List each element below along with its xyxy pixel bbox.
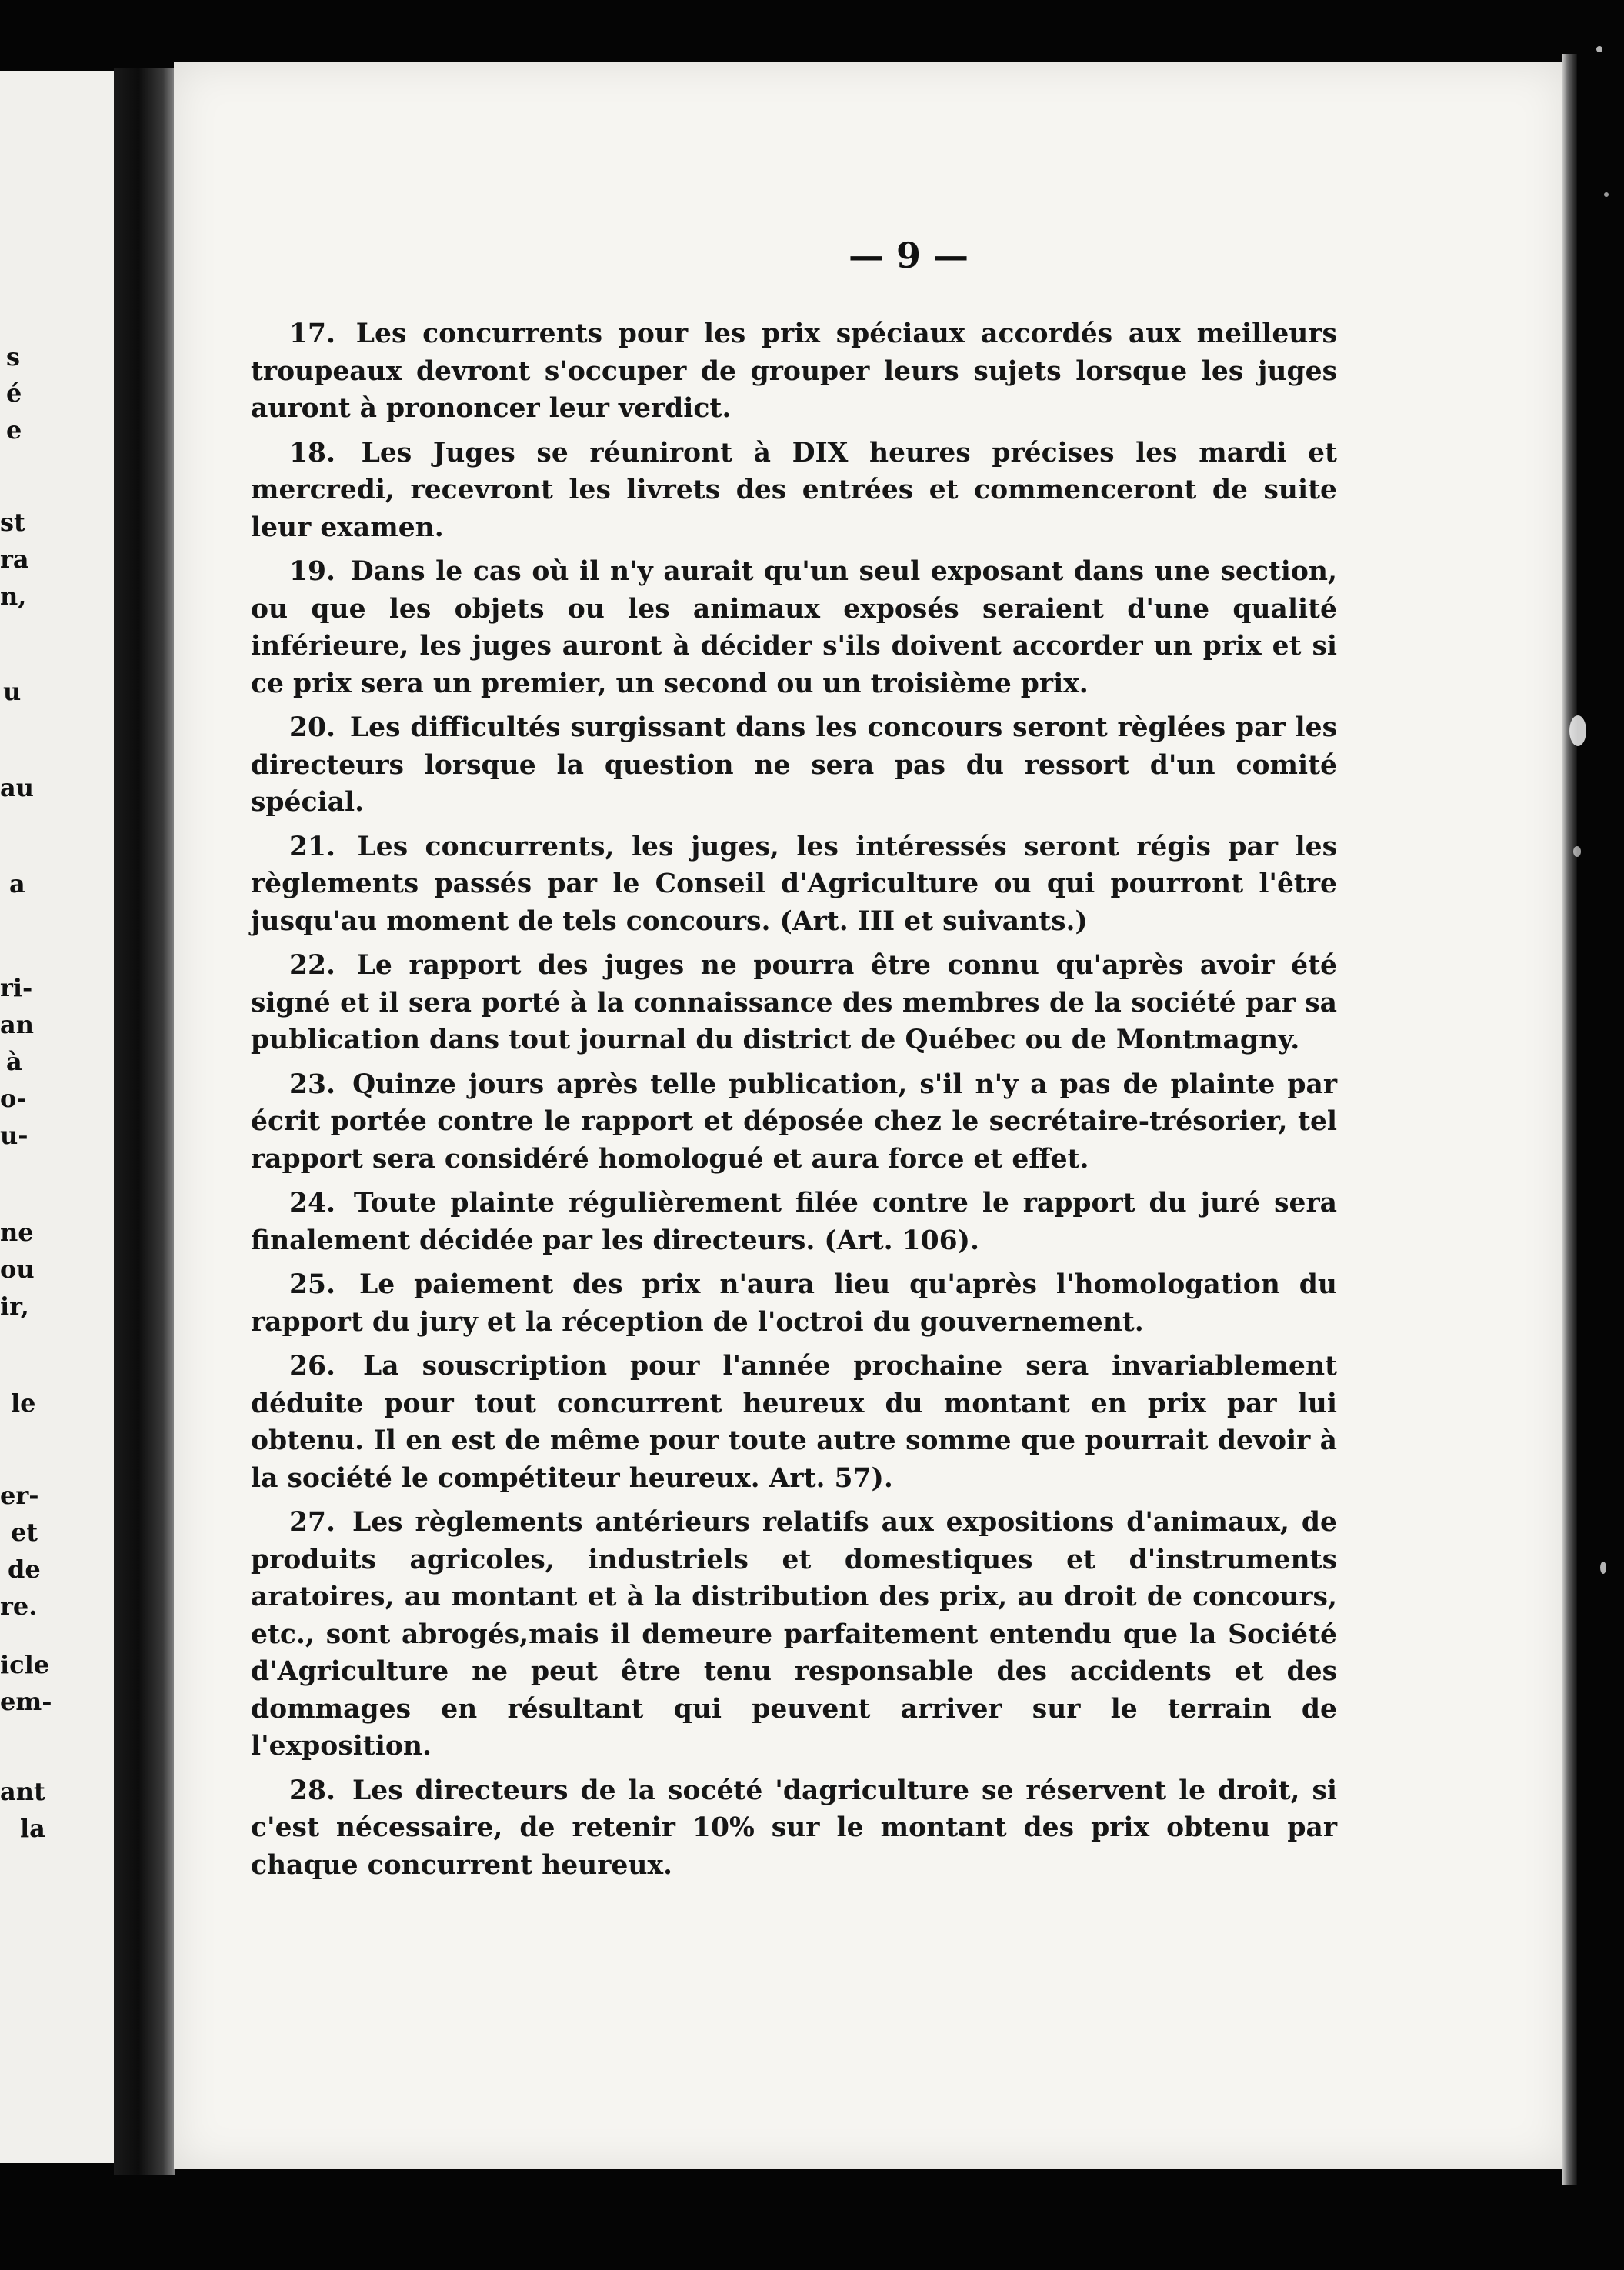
left-fragment: an <box>0 1010 34 1039</box>
left-fragment: er- <box>0 1481 39 1510</box>
left-fragment: ir, <box>0 1292 29 1321</box>
paragraph-number: 28. <box>289 1775 336 1806</box>
left-fragment: la <box>20 1814 45 1843</box>
paragraph-28 <box>251 1772 1337 1885</box>
paragraph-number: 17. <box>289 318 336 349</box>
document-page <box>174 62 1566 2169</box>
paragraph-text: Quinze jours après telle publication, s'il n'y a pas de plainte par écrit portée contre le rapport et déposée chez le secrétaire-trésorier, tel rapport sera considéré homologué et aura force et effet. <box>251 1068 1337 1175</box>
paragraph-27 <box>251 1504 1337 1765</box>
left-fragment: le <box>11 1388 36 1418</box>
paragraph-number: 23. <box>289 1068 336 1100</box>
paragraph-24 <box>251 1185 1337 1259</box>
paragraph-25 <box>251 1266 1337 1341</box>
paragraph-22 <box>251 947 1337 1059</box>
scan-speck <box>1596 46 1602 52</box>
paragraph-23 <box>251 1066 1337 1178</box>
left-fragment: ne <box>0 1218 34 1247</box>
paragraph-number: 20. <box>289 712 336 743</box>
page-number: — 9 — <box>848 235 969 276</box>
paragraph-26 <box>251 1348 1337 1497</box>
left-fragment: et <box>11 1518 38 1547</box>
paragraph-text: Le rapport des juges ne pourra être connu qu'après avoir été signé et il sera porté à la connaissance des membres de la société par sa publication dans tout journal du district de Québec ou de Montmagny. <box>251 950 1338 1055</box>
paragraph-text: La souscription pour l'année prochaine sera invariablement déduite pour tout concurrent heureux du montant en prix par lui obtenu. Il en est de même pour toute autre somme que pourrait devoir à la société le compétiteur heureux. Art. 57). <box>251 1351 1338 1494</box>
left-fragment: st <box>0 508 25 537</box>
left-fragment: ant <box>0 1777 45 1806</box>
left-fragment: e <box>6 415 22 445</box>
paragraph-text: Le paiement des prix n'aura lieu qu'après l'homologation du rapport du jury et la réception de l'octroi du gouvernement. <box>251 1269 1337 1338</box>
left-fragment: au <box>0 773 34 802</box>
left-fragment: icle <box>0 1650 50 1679</box>
paragraph-text: Les concurrents pour les prix spéciaux accordés aux meilleurs troupeaux devront s'occuper de grouper leurs sujets lorsque les juges auront à prononcer leur verdict. <box>251 318 1337 424</box>
left-fragment: u <box>3 677 22 706</box>
paragraph-number: 25. <box>289 1269 336 1300</box>
paragraph-text: Les directeurs de la socété 'dagriculture se réservent le droit, si c'est nécessaire, de retenir 10% sur le montant des prix obtenu par chaque concurrent heureux. <box>251 1775 1337 1881</box>
left-fragment: s <box>6 342 21 372</box>
left-fragment: à <box>6 1047 22 1076</box>
left-fragment: re. <box>0 1592 38 1621</box>
paragraph-number: 22. <box>289 950 336 981</box>
right-page-edge <box>1562 54 1577 2185</box>
paragraph-18 <box>251 435 1337 547</box>
paragraph-20 <box>251 709 1337 822</box>
paragraph-number: 27. <box>289 1507 336 1538</box>
scan-speck <box>1604 192 1609 197</box>
book-gutter <box>114 68 175 2175</box>
rules-text-block <box>251 315 1337 1891</box>
paragraph-number: 24. <box>289 1188 336 1218</box>
left-fragment: ra <box>0 545 29 574</box>
scan-speck <box>1600 1562 1606 1574</box>
paragraph-text: Dans le cas où il n'y aurait qu'un seul exposant dans une section, ou que les objets ou les animaux exposés seraient d'une qualité inférieure, les juges auront à décider s'ils doivent accorder un prix et si ce prix sera un premier, un second ou un troisième prix. <box>251 556 1337 699</box>
scan-speck <box>1569 715 1586 746</box>
scan-speck <box>1573 846 1581 857</box>
paragraph-21 <box>251 828 1337 941</box>
paragraph-text: Les règlements antérieurs relatifs aux expositions d'animaux, de produits agricoles, industriels et domestiques et d'instruments aratoires, au montant et à la distribution des prix, au droit de concours, etc., sont abrogés,mais il demeure parfaitement entendu que la Société d'Agriculture ne peut être tenu responsable des accidents et des dommages en résultant qui peuvent arriver sur le terrain de l'exposition. <box>251 1507 1337 1762</box>
left-fragment: é <box>6 378 22 408</box>
paragraph-number: 21. <box>289 831 336 862</box>
paragraph-number: 19. <box>289 556 336 587</box>
left-fragment: o- <box>0 1084 27 1113</box>
left-fragment: u- <box>0 1121 28 1150</box>
paragraph-text: Les difficultés surgissant dans les concours seront règlées par les directeurs lorsque la question ne sera pas du ressort d'un comité spécial. <box>251 712 1337 818</box>
paragraph-text: Les concurrents, les juges, les intéressés seront régis par les règlements passés par le Conseil d'Agriculture ou qui pourront l'être jusqu'au moment de tels concours. (Art. III et suivants.) <box>251 831 1337 937</box>
paragraph-number: 18. <box>289 437 336 468</box>
paragraph-19 <box>251 553 1337 702</box>
left-fragment: de <box>8 1555 41 1584</box>
left-fragment: em- <box>0 1687 52 1716</box>
paragraph-text: Toute plainte régulièrement filée contre le rapport du juré sera finalement décidée par les directeurs. (Art. 106). <box>251 1188 1338 1256</box>
left-fragment: a <box>9 869 25 898</box>
left-page-text-fragments <box>0 0 115 2270</box>
paragraph-17 <box>251 315 1337 428</box>
left-fragment: ri- <box>0 973 33 1002</box>
paragraph-number: 26. <box>289 1351 336 1382</box>
paragraph-text: Les Juges se réuniront à DIX heures précises les mardi et mercredi, recevront les livrets des entrées et commenceront de suite leur examen. <box>251 437 1337 543</box>
left-fragment: n, <box>0 582 27 611</box>
left-fragment: ou <box>0 1255 35 1284</box>
